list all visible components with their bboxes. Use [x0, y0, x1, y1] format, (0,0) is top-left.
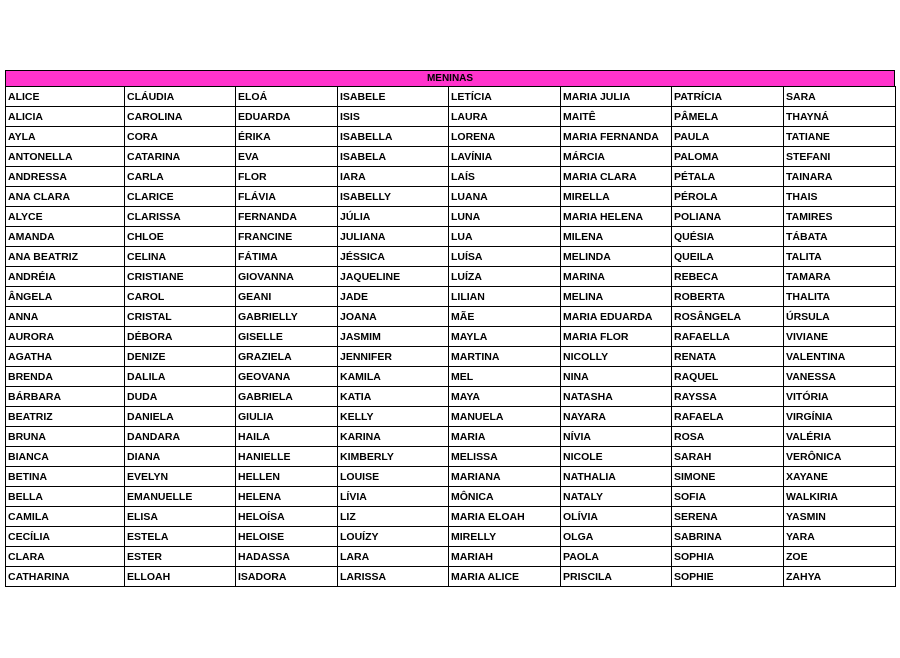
name-cell: ISABELE [338, 87, 449, 107]
name-cell: GIULIA [236, 407, 338, 427]
name-cell: ELLOAH [125, 567, 236, 587]
name-cell: MARIA FLOR [561, 327, 672, 347]
name-cell: MÃE [449, 307, 561, 327]
name-cell: BRENDA [6, 367, 125, 387]
name-cell: LILIAN [449, 287, 561, 307]
table-row [6, 147, 896, 167]
name-cell: ZOE [784, 547, 896, 567]
name-cell: MANUELA [449, 407, 561, 427]
name-cell: AURORA [6, 327, 125, 347]
name-cell: DUDA [125, 387, 236, 407]
name-cell: PÉROLA [672, 187, 784, 207]
name-cell: ISABELLA [338, 127, 449, 147]
table-row [6, 307, 896, 327]
name-cell: BIANCA [6, 447, 125, 467]
name-cell: MARIANA [449, 467, 561, 487]
table-row [6, 427, 896, 447]
name-cell: ISIS [338, 107, 449, 127]
name-cell: NICOLLY [561, 347, 672, 367]
name-cell: LARISSA [338, 567, 449, 587]
name-cell: LUÍZA [449, 267, 561, 287]
name-cell: LUA [449, 227, 561, 247]
name-cell: OLGA [561, 527, 672, 547]
name-cell: IARA [338, 167, 449, 187]
name-cell: TAMIRES [784, 207, 896, 227]
sheet-header: MENINAS [5, 70, 895, 86]
table-row [6, 547, 896, 567]
name-cell: THAIS [784, 187, 896, 207]
name-cell: CAROL [125, 287, 236, 307]
name-cell: EMANUELLE [125, 487, 236, 507]
name-cell: LUANA [449, 187, 561, 207]
name-cell: ÚRSULA [784, 307, 896, 327]
name-cell: TAMARA [784, 267, 896, 287]
name-cell: NAYARA [561, 407, 672, 427]
name-cell: KAMILA [338, 367, 449, 387]
names-table [5, 86, 896, 587]
name-cell: KIMBERLY [338, 447, 449, 467]
name-cell: POLIANA [672, 207, 784, 227]
name-cell: JÚLIA [338, 207, 449, 227]
name-cell: ZAHYA [784, 567, 896, 587]
name-cell: CELINA [125, 247, 236, 267]
name-cell: ALICIA [6, 107, 125, 127]
name-cell: ESTER [125, 547, 236, 567]
name-cell: MARIAH [449, 547, 561, 567]
name-cell: RAFAELLA [672, 327, 784, 347]
name-cell: ISADORA [236, 567, 338, 587]
name-cell: YARA [784, 527, 896, 547]
name-cell: LAVÍNIA [449, 147, 561, 167]
name-cell: MARIA CLARA [561, 167, 672, 187]
name-cell: PALOMA [672, 147, 784, 167]
name-cell: NINA [561, 367, 672, 387]
name-cell: SERENA [672, 507, 784, 527]
name-cell: TÁBATA [784, 227, 896, 247]
name-cell: LIZ [338, 507, 449, 527]
name-cell: LÍVIA [338, 487, 449, 507]
name-cell: CRISTIANE [125, 267, 236, 287]
name-cell: JASMIM [338, 327, 449, 347]
name-cell: LARA [338, 547, 449, 567]
name-cell: PÉTALA [672, 167, 784, 187]
table-row [6, 527, 896, 547]
name-cell: QUÉSIA [672, 227, 784, 247]
name-cell: PATRÍCIA [672, 87, 784, 107]
table-row [6, 267, 896, 287]
name-cell: WALKIRIA [784, 487, 896, 507]
name-cell: FLOR [236, 167, 338, 187]
name-cell: CORA [125, 127, 236, 147]
name-cell: MARIA EDUARDA [561, 307, 672, 327]
name-cell: MIRELLY [449, 527, 561, 547]
name-cell: VALÉRIA [784, 427, 896, 447]
name-cell: HELLEN [236, 467, 338, 487]
name-cell: JADE [338, 287, 449, 307]
name-cell: STEFANI [784, 147, 896, 167]
table-row [6, 87, 896, 107]
name-cell: DÉBORA [125, 327, 236, 347]
name-cell: SIMONE [672, 467, 784, 487]
name-cell: BRUNA [6, 427, 125, 447]
name-cell: LUÍSA [449, 247, 561, 267]
name-cell: DALILA [125, 367, 236, 387]
name-cell: MELISSA [449, 447, 561, 467]
table-row [6, 407, 896, 427]
name-cell: MAITÊ [561, 107, 672, 127]
name-cell: GEANI [236, 287, 338, 307]
table-row [6, 467, 896, 487]
table-row [6, 247, 896, 267]
name-cell: CAMILA [6, 507, 125, 527]
table-row [6, 207, 896, 227]
table-row [6, 227, 896, 247]
table-row [6, 127, 896, 147]
name-cell: PÂMELA [672, 107, 784, 127]
name-cell: VITÓRIA [784, 387, 896, 407]
name-cell: CATARINA [125, 147, 236, 167]
name-cell: ROSÂNGELA [672, 307, 784, 327]
name-cell: PAULA [672, 127, 784, 147]
name-cell: JULIANA [338, 227, 449, 247]
name-cell: CLARISSA [125, 207, 236, 227]
name-cell: MARIA FERNANDA [561, 127, 672, 147]
name-cell: BEATRIZ [6, 407, 125, 427]
name-cell: OLÍVIA [561, 507, 672, 527]
name-cell: MÁRCIA [561, 147, 672, 167]
name-cell: MIRELLA [561, 187, 672, 207]
name-cell: MARIA JULIA [561, 87, 672, 107]
name-cell: KATIA [338, 387, 449, 407]
name-cell: LOUÍZY [338, 527, 449, 547]
name-cell: ANA CLARA [6, 187, 125, 207]
name-cell: NATASHA [561, 387, 672, 407]
name-cell: FRANCINE [236, 227, 338, 247]
names-sheet [5, 70, 895, 587]
name-cell: ANTONELLA [6, 147, 125, 167]
name-cell: DANIELA [125, 407, 236, 427]
table-row [6, 327, 896, 347]
name-cell: TAINARA [784, 167, 896, 187]
name-cell: FLÁVIA [236, 187, 338, 207]
name-cell: CRISTAL [125, 307, 236, 327]
name-cell: SOPHIA [672, 547, 784, 567]
name-cell: EVA [236, 147, 338, 167]
name-cell: ISABELLY [338, 187, 449, 207]
names-table-body [6, 87, 896, 587]
name-cell: HELOISE [236, 527, 338, 547]
name-cell: RAFAELA [672, 407, 784, 427]
name-cell: ANDRESSA [6, 167, 125, 187]
name-cell: GISELLE [236, 327, 338, 347]
name-cell: ELOÁ [236, 87, 338, 107]
name-cell: JENNIFER [338, 347, 449, 367]
name-cell: THALITA [784, 287, 896, 307]
name-cell: MELINDA [561, 247, 672, 267]
name-cell: CLÁUDIA [125, 87, 236, 107]
name-cell: GABRIELLY [236, 307, 338, 327]
name-cell: NÍVIA [561, 427, 672, 447]
name-cell: KARINA [338, 427, 449, 447]
name-cell: HADASSA [236, 547, 338, 567]
name-cell: HELOÍSA [236, 507, 338, 527]
name-cell: MARTINA [449, 347, 561, 367]
name-cell: MARIA [449, 427, 561, 447]
name-cell: LUNA [449, 207, 561, 227]
name-cell: CLARICE [125, 187, 236, 207]
table-row [6, 487, 896, 507]
name-cell: ROBERTA [672, 287, 784, 307]
name-cell: AGATHA [6, 347, 125, 367]
name-cell: KELLY [338, 407, 449, 427]
name-cell: MELINA [561, 287, 672, 307]
name-cell: SABRINA [672, 527, 784, 547]
table-row [6, 167, 896, 187]
name-cell: EVELYN [125, 467, 236, 487]
table-row [6, 187, 896, 207]
name-cell: VIVIANE [784, 327, 896, 347]
table-row [6, 447, 896, 467]
name-cell: CHLOE [125, 227, 236, 247]
name-cell: ANA BEATRIZ [6, 247, 125, 267]
table-row [6, 387, 896, 407]
name-cell: LORENA [449, 127, 561, 147]
name-cell: ANDRÉIA [6, 267, 125, 287]
name-cell: SOPHIE [672, 567, 784, 587]
name-cell: ALICE [6, 87, 125, 107]
name-cell: VIRGÍNIA [784, 407, 896, 427]
name-cell: SARA [784, 87, 896, 107]
name-cell: LOUISE [338, 467, 449, 487]
name-cell: ÉRIKA [236, 127, 338, 147]
name-cell: FÁTIMA [236, 247, 338, 267]
name-cell: ELISA [125, 507, 236, 527]
name-cell: PAOLA [561, 547, 672, 567]
name-cell: JÉSSICA [338, 247, 449, 267]
name-cell: MAYA [449, 387, 561, 407]
name-cell: MARIA ELOAH [449, 507, 561, 527]
name-cell: MARIA HELENA [561, 207, 672, 227]
name-cell: VALENTINA [784, 347, 896, 367]
table-row [6, 507, 896, 527]
name-cell: GABRIELA [236, 387, 338, 407]
name-cell: GIOVANNA [236, 267, 338, 287]
name-cell: CATHARINA [6, 567, 125, 587]
name-cell: MÔNICA [449, 487, 561, 507]
name-cell: RAYSSA [672, 387, 784, 407]
name-cell: BETINA [6, 467, 125, 487]
name-cell: ANNA [6, 307, 125, 327]
name-cell: VANESSA [784, 367, 896, 387]
name-cell: ALYCE [6, 207, 125, 227]
name-cell: VERÔNICA [784, 447, 896, 467]
name-cell: SARAH [672, 447, 784, 467]
name-cell: DIANA [125, 447, 236, 467]
name-cell: THAYNÁ [784, 107, 896, 127]
name-cell: SOFIA [672, 487, 784, 507]
name-cell: GRAZIELA [236, 347, 338, 367]
name-cell: NATHALIA [561, 467, 672, 487]
table-row [6, 287, 896, 307]
name-cell: NICOLE [561, 447, 672, 467]
name-cell: ESTELA [125, 527, 236, 547]
name-cell: CAROLINA [125, 107, 236, 127]
name-cell: MILENA [561, 227, 672, 247]
name-cell: MARIA ALICE [449, 567, 561, 587]
name-cell: CLARA [6, 547, 125, 567]
name-cell: MARINA [561, 267, 672, 287]
name-cell: XAYANE [784, 467, 896, 487]
name-cell: HAILA [236, 427, 338, 447]
name-cell: MEL [449, 367, 561, 387]
name-cell: DANDARA [125, 427, 236, 447]
table-row [6, 567, 896, 587]
table-row [6, 347, 896, 367]
name-cell: CARLA [125, 167, 236, 187]
name-cell: BELLA [6, 487, 125, 507]
name-cell: LAÍS [449, 167, 561, 187]
name-cell: NATALY [561, 487, 672, 507]
name-cell: BÁRBARA [6, 387, 125, 407]
name-cell: QUEILA [672, 247, 784, 267]
name-cell: AYLA [6, 127, 125, 147]
name-cell: AMANDA [6, 227, 125, 247]
name-cell: ISABELA [338, 147, 449, 167]
name-cell: DENIZE [125, 347, 236, 367]
name-cell: CECÍLIA [6, 527, 125, 547]
name-cell: TATIANE [784, 127, 896, 147]
name-cell: REBECA [672, 267, 784, 287]
name-cell: EDUARDA [236, 107, 338, 127]
name-cell: RENATA [672, 347, 784, 367]
name-cell: RAQUEL [672, 367, 784, 387]
name-cell: ÂNGELA [6, 287, 125, 307]
table-row [6, 107, 896, 127]
name-cell: ROSA [672, 427, 784, 447]
name-cell: LETÍCIA [449, 87, 561, 107]
name-cell: TALITA [784, 247, 896, 267]
name-cell: MAYLA [449, 327, 561, 347]
name-cell: LAURA [449, 107, 561, 127]
name-cell: PRISCILA [561, 567, 672, 587]
table-row [6, 367, 896, 387]
name-cell: HANIELLE [236, 447, 338, 467]
name-cell: FERNANDA [236, 207, 338, 227]
name-cell: YASMIN [784, 507, 896, 527]
name-cell: HELENA [236, 487, 338, 507]
name-cell: JAQUELINE [338, 267, 449, 287]
name-cell: GEOVANA [236, 367, 338, 387]
name-cell: JOANA [338, 307, 449, 327]
